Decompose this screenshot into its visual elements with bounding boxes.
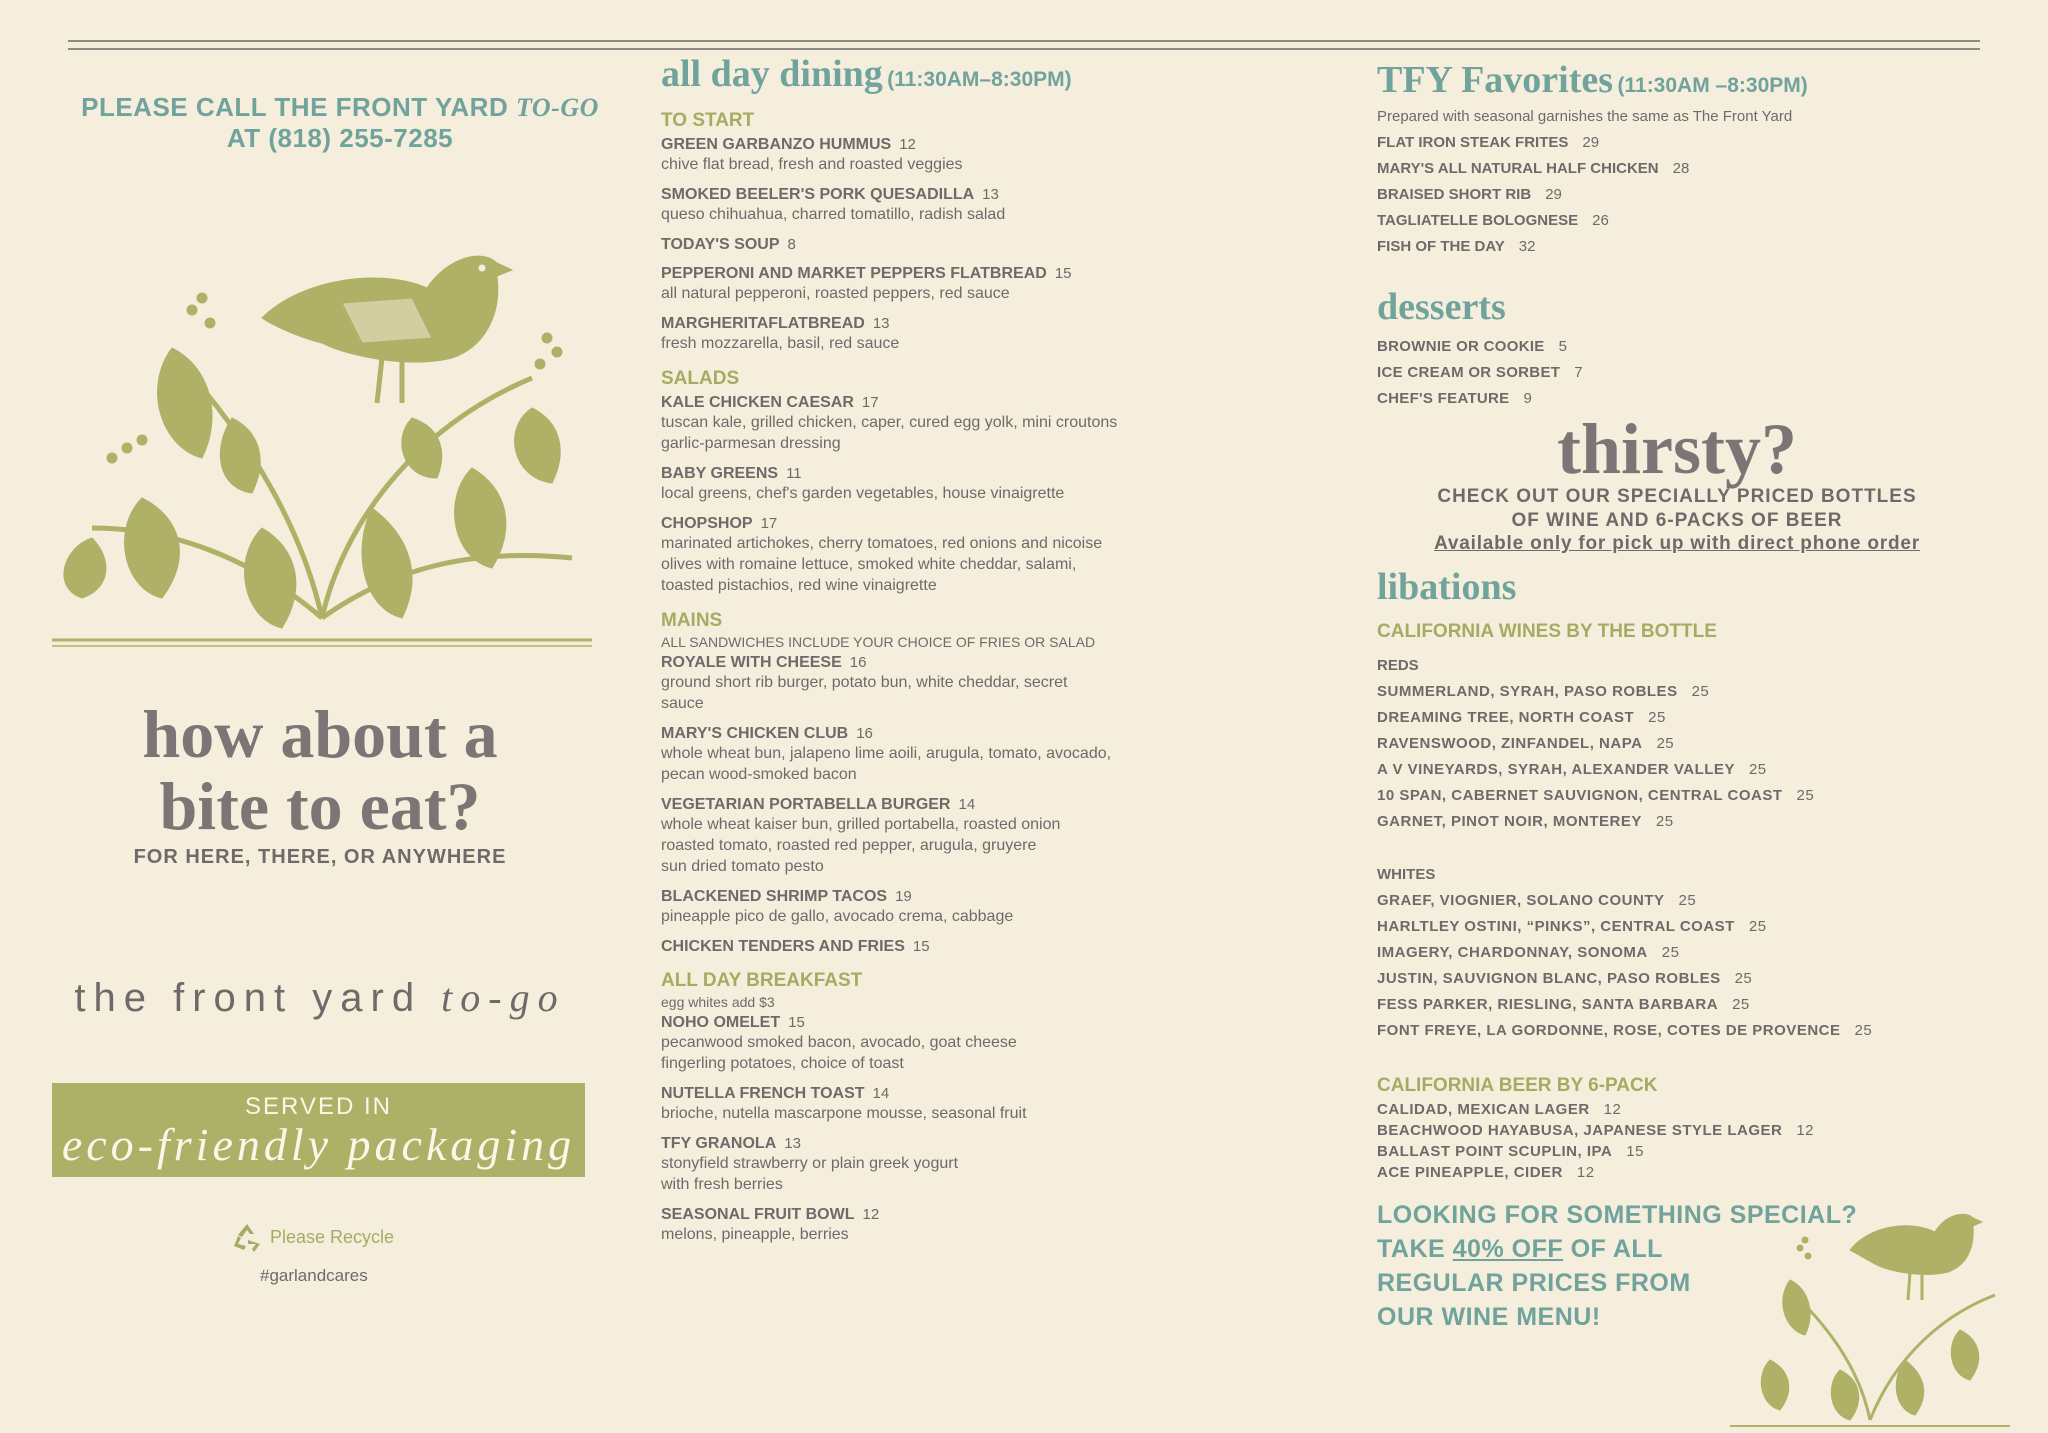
special-discount: 40% OFF [1452, 1235, 1564, 1263]
dessert-item [1377, 338, 2017, 355]
whites-list [1377, 892, 2017, 1039]
special-line2-c: OF ALL [1563, 1235, 1663, 1263]
menu-item [661, 796, 1181, 877]
menu-item-price: 12 [899, 136, 916, 153]
menu-item [661, 888, 1181, 927]
all-day-dining-column [661, 52, 1181, 1245]
red-wine-item [1377, 813, 2017, 830]
menu-item-description: marinated artichokes, cherry tomatoes, red onions and nicoise [661, 535, 1103, 552]
menu-item-description: pecan wood-smoked bacon [661, 766, 857, 783]
recycle-label: Please Recycle [270, 1226, 395, 1247]
menu-item-name: CHICKEN TENDERS AND FRIES [661, 938, 905, 955]
section-heading: MAINS [661, 610, 723, 631]
thirsty-line2: OF WINE AND 6-PACKS OF BEER [1511, 510, 1843, 531]
menu-item-header [661, 654, 1181, 672]
white-wine-item [1377, 918, 2017, 935]
menu-item-price: 11 [786, 465, 802, 482]
dessert-item [1377, 390, 2017, 407]
menu-item-header [661, 465, 1181, 483]
menu-item-header [661, 315, 1181, 333]
beer-item-price: 12 [1603, 1101, 1622, 1118]
wines-heading: CALIFORNIA WINES BY THE BOTTLE [1377, 621, 1717, 642]
menu-item [661, 1014, 1181, 1074]
beer-item [1377, 1101, 2017, 1118]
headline-line2: bite to eat? [159, 768, 481, 844]
red-wine-item-name: RAVENSWOOD, ZINFANDEL, NAPA [1377, 735, 1643, 752]
call-line1-italic: TO-GO [515, 93, 599, 122]
red-wine-item-price: 25 [1691, 683, 1710, 700]
menu-item-price: 12 [862, 1206, 880, 1223]
menu-item-description: whole wheat kaiser bun, grilled portabella, roasted onion [661, 816, 1061, 833]
section-heading: SALADS [661, 368, 740, 389]
dessert-item-price: 7 [1574, 364, 1583, 381]
menu-item-description: local greens, chef's garden vegetables, house vinaigrette [661, 485, 1065, 502]
brand-wordmark [40, 974, 600, 1021]
menu-item-name: TODAY'S SOUP [661, 236, 780, 253]
favorite-item [1377, 134, 2017, 151]
menu-item-price: 16 [849, 654, 867, 671]
phone-number: AT (818) 255-7285 [226, 123, 454, 153]
menu-item-price: 16 [856, 725, 873, 742]
white-wine-item-name: IMAGERY, CHARDONNAY, SONOMA [1377, 944, 1648, 961]
beer-item-name: BEACHWOOD HAYABUSA, JAPANESE STYLE LAGER [1377, 1122, 1783, 1139]
menu-sections [661, 110, 1181, 1245]
favorite-item-price: 32 [1518, 238, 1536, 255]
dessert-item-name: CHEF'S FEATURE [1377, 390, 1510, 407]
menu-item [661, 265, 1181, 304]
menu-item-header [661, 186, 1181, 204]
beer-item [1377, 1164, 2017, 1181]
white-wine-item-price: 25 [1732, 996, 1750, 1013]
libations-title: libations [1377, 566, 1517, 608]
menu-item-name: PEPPERONI AND MARKET PEPPERS FLATBREAD [661, 265, 1047, 282]
section-heading: ALL DAY BREAKFAST [661, 970, 863, 991]
menu-item-name: MARY'S CHICKEN CLUB [661, 725, 849, 742]
menu-item-description: stonyfield strawberry or plain greek yogurt [661, 1155, 959, 1172]
headline [60, 698, 580, 842]
menu-item-name: ROYALE WITH CHEESE [661, 654, 842, 671]
menu-item-price: 13 [784, 1135, 801, 1152]
menu-item-description: fresh mozzarella, basil, red sauce [661, 335, 900, 352]
menu-item-description: tuscan kale, grilled chicken, caper, cured egg yolk, mini croutons [661, 414, 1118, 431]
menu-item-name: BABY GREENS [661, 465, 779, 482]
favorite-item [1377, 186, 2017, 203]
menu-item [661, 1206, 1181, 1245]
red-wine-item-name: SUMMERLAND, SYRAH, PASO ROBLES [1377, 683, 1678, 700]
menu-item-description: brioche, nutella mascarpone mousse, seasonal fruit [661, 1105, 1027, 1122]
bird-floral-illustration-small [1730, 1200, 2010, 1432]
special-line1: LOOKING FOR SOMETHING SPECIAL? [1377, 1201, 1858, 1229]
beer-item-price: 15 [1626, 1143, 1644, 1160]
favorites-title: TFY Favorites [1377, 59, 1614, 101]
menu-item-name: KALE CHICKEN CAESAR [661, 394, 854, 411]
red-wine-item [1377, 709, 2017, 726]
red-wine-item-price: 25 [1648, 709, 1666, 726]
dessert-item [1377, 364, 2017, 381]
beer-item-name: CALIDAD, MEXICAN LAGER [1377, 1101, 1590, 1118]
recycle-icon [230, 1222, 264, 1254]
red-wine-item-price: 25 [1748, 761, 1767, 778]
menu-item-price: 15 [912, 938, 930, 955]
menu-item [661, 1135, 1181, 1195]
white-wine-item-price: 25 [1661, 944, 1680, 961]
all-day-header [661, 52, 1181, 96]
dessert-item-name: BROWNIE OR COOKIE [1377, 338, 1545, 355]
reds-list [1377, 683, 2017, 830]
menu-item [661, 465, 1181, 504]
favorites-hours: (11:30AM –8:30PM) [1617, 74, 1808, 97]
white-wine-item [1377, 1022, 2017, 1039]
menu-item-header [661, 796, 1181, 814]
menu-item-description: all natural pepperoni, roasted peppers, red sauce [661, 285, 1010, 302]
white-wine-item-price: 25 [1734, 970, 1753, 987]
eco-line1: SERVED IN [245, 1093, 392, 1120]
menu-item-price: 15 [788, 1014, 805, 1031]
beer-heading: CALIFORNIA BEER BY 6-PACK [1377, 1075, 1658, 1096]
headline-line1: how about a [142, 696, 498, 772]
menu-item-price: 17 [760, 515, 778, 532]
dessert-item-price: 5 [1558, 338, 1568, 355]
call-line1: PLEASE CALL THE FRONT YARD [81, 92, 516, 122]
white-wine-item-name: JUSTIN, SAUVIGNON BLANC, PASO ROBLES [1377, 970, 1721, 987]
desserts-title: desserts [1377, 286, 1506, 328]
beer-item-name: BALLAST POINT SCUPLIN, IPA [1377, 1143, 1613, 1160]
beer-item [1377, 1122, 2017, 1139]
menu-item [661, 654, 1181, 714]
special-line4: OUR WINE MENU! [1377, 1303, 1601, 1331]
white-wine-item-name: GRAEF, VIOGNIER, SOLANO COUNTY [1377, 892, 1665, 909]
favorite-item-name: BRAISED SHORT RIB [1377, 186, 1532, 203]
favorites-list [1377, 134, 2017, 255]
menu-item-name: MARGHERITAFLATBREAD [661, 315, 865, 332]
menu-item-header [661, 236, 1181, 254]
menu-item-description: garlic-parmesan dressing [661, 435, 841, 452]
menu-item-name: NOHO OMELET [661, 1014, 781, 1031]
red-wine-item-price: 25 [1796, 787, 1815, 804]
white-wine-item [1377, 970, 2017, 987]
favorite-item [1377, 160, 2017, 177]
reds-label: REDS [1377, 657, 1419, 674]
menu-item-header [661, 888, 1181, 906]
dessert-item-price: 9 [1523, 390, 1533, 407]
all-day-title: all day dining [661, 53, 883, 95]
recycle-note [230, 1222, 430, 1254]
menu-item-name: TFY GRANOLA [661, 1135, 777, 1152]
desserts-list [1377, 338, 2017, 407]
menu-item [661, 186, 1181, 225]
menu-item [661, 938, 1181, 956]
menu-item-description: olives with romaine lettuce, smoked white cheddar, salami, [661, 556, 1077, 573]
menu-item [661, 136, 1181, 175]
beer-item-price: 12 [1796, 1122, 1815, 1139]
menu-item-name: CHOPSHOP [661, 515, 753, 532]
menu-item-description: roasted tomato, roasted red pepper, arugula, gruyere [661, 837, 1037, 854]
white-wine-item-name: HARLTLEY OSTINI, “PINKS”, CENTRAL COAST [1377, 918, 1735, 935]
menu-item-name: SMOKED BEELER'S PORK QUESADILLA [661, 186, 975, 203]
white-wine-item-price: 25 [1678, 892, 1697, 909]
thirsty-line1: CHECK OUT OUR SPECIALLY PRICED BOTTLES [1437, 486, 1917, 507]
menu-item-name: SEASONAL FRUIT BOWL [661, 1206, 855, 1223]
favorite-item-name: MARY'S ALL NATURAL HALF CHICKEN [1377, 160, 1659, 177]
favorite-item [1377, 212, 2017, 229]
menu-item-price: 13 [982, 186, 999, 203]
beer-list [1377, 1101, 2017, 1181]
white-wine-item [1377, 996, 2017, 1013]
menu-item-price: 19 [895, 888, 912, 905]
red-wine-item [1377, 761, 2017, 778]
brand-italic: to-go [441, 975, 566, 1020]
menu-item-header [661, 1206, 1181, 1224]
eco-packaging-banner [52, 1083, 585, 1177]
red-wine-item-name: DREAMING TREE, NORTH COAST [1377, 709, 1635, 726]
red-wine-item [1377, 787, 2017, 804]
menu-item-header [661, 394, 1181, 412]
favorite-item-price: 28 [1672, 160, 1690, 177]
menu-item-name: BLACKENED SHRIMP TACOS [661, 888, 888, 905]
favorite-item-price: 29 [1582, 134, 1600, 151]
menu-item-price: 13 [872, 315, 890, 332]
section-note: egg whites add $3 [661, 994, 775, 1010]
menu-item-header [661, 515, 1181, 533]
menu-item-header [661, 136, 1181, 154]
bird-floral-illustration [52, 228, 592, 648]
menu-item [661, 394, 1181, 454]
top-rule [68, 40, 1980, 50]
menu-item-description: melons, pineapple, berries [661, 1226, 849, 1243]
thirsty-availability: Available only for pick up with direct phone order [1434, 533, 1920, 554]
favorite-item-price: 29 [1545, 186, 1562, 203]
menu-item-description: queso chihuahua, charred tomatillo, radish salad [661, 206, 1006, 223]
menu-item-name: GREEN GARBANZO HUMMUS [661, 136, 892, 153]
favorite-item [1377, 238, 2017, 255]
dessert-item-name: ICE CREAM OR SORBET [1377, 364, 1561, 381]
red-wine-item [1377, 735, 2017, 752]
red-wine-item [1377, 683, 2017, 700]
menu-item-description: with fresh berries [661, 1176, 783, 1193]
menu-item-price: 14 [872, 1085, 890, 1102]
menu-item-header [661, 1014, 1181, 1032]
favorite-item-name: TAGLIATELLE BOLOGNESE [1377, 212, 1579, 229]
red-wine-item-name: A V VINEYARDS, SYRAH, ALEXANDER VALLEY [1377, 761, 1735, 778]
menu-item-description: fingerling potatoes, choice of toast [661, 1055, 904, 1072]
menu-item-header [661, 938, 1181, 956]
right-column [1377, 58, 2017, 1181]
menu-item-name: NUTELLA FRENCH TOAST [661, 1085, 865, 1102]
menu-item-description: toasted pistachios, red wine vinaigrette [661, 577, 937, 594]
special-line3: REGULAR PRICES FROM [1377, 1269, 1691, 1297]
menu-item-price: 14 [958, 796, 976, 813]
section-note: ALL SANDWICHES INCLUDE YOUR CHOICE OF FRIES OR SALAD [661, 634, 1096, 650]
menu-item-header [661, 1085, 1181, 1103]
beer-item [1377, 1143, 2017, 1160]
beer-item-price: 12 [1576, 1164, 1595, 1181]
red-wine-item-name: 10 SPAN, CABERNET SAUVIGNON, CENTRAL COAST [1377, 787, 1783, 804]
whites-label: WHITES [1377, 866, 1436, 883]
hashtag: #garlandcares [260, 1266, 368, 1285]
white-wine-item-name: FONT FREYE, LA GORDONNE, ROSE, COTES DE PROVENCE [1377, 1022, 1841, 1039]
menu-item-header [661, 265, 1181, 283]
thirsty-title: thirsty? [1557, 409, 1797, 489]
menu-item-description: sun dried tomato pesto [661, 858, 824, 875]
menu-item [661, 515, 1181, 596]
menu-item [661, 236, 1181, 254]
menu-item-header [661, 725, 1181, 743]
menu-item-description: sauce [661, 695, 704, 712]
favorite-item-name: FLAT IRON STEAK FRITES [1377, 134, 1569, 151]
menu-item-description: chive flat bread, fresh and roasted veggies [661, 156, 963, 173]
white-wine-item-name: FESS PARKER, RIESLING, SANTA BARBARA [1377, 996, 1719, 1013]
menu-item-description: pecanwood smoked bacon, avocado, goat cheese [661, 1034, 1017, 1051]
white-wine-item-price: 25 [1854, 1022, 1873, 1039]
eco-line2: eco-friendly packaging [61, 1119, 576, 1170]
red-wine-item-price: 25 [1656, 735, 1675, 752]
menu-item-description: whole wheat bun, jalapeno lime aoili, arugula, tomato, avocado, [661, 745, 1112, 762]
menu-item [661, 1085, 1181, 1124]
all-day-hours: (11:30AM–8:30PM) [887, 68, 1072, 91]
section-heading: TO START [661, 110, 755, 131]
beer-item-name: ACE PINEAPPLE, CIDER [1377, 1164, 1563, 1181]
favorites-note: Prepared with seasonal garnishes the same as The Front Yard [1377, 108, 1793, 125]
white-wine-item [1377, 892, 2017, 909]
red-wine-item-name: GARNET, PINOT NOIR, MONTEREY [1377, 813, 1642, 830]
menu-item-price: 17 [861, 394, 879, 411]
menu-item-price: 15 [1054, 265, 1072, 282]
brand-plain: the front yard [74, 976, 442, 1020]
menu-item-name: VEGETARIAN PORTABELLA BURGER [661, 796, 951, 813]
white-wine-item-price: 25 [1748, 918, 1767, 935]
favorite-item-price: 26 [1592, 212, 1609, 229]
favorites-header [1377, 58, 2017, 102]
white-wine-item [1377, 944, 2017, 961]
favorite-item-name: FISH OF THE DAY [1377, 238, 1505, 255]
menu-item-price: 8 [787, 236, 796, 253]
menu-item [661, 315, 1181, 354]
menu-item [661, 725, 1181, 785]
red-wine-item-price: 25 [1655, 813, 1674, 830]
subheadline: FOR HERE, THERE, OR ANYWHERE [133, 846, 507, 868]
menu-item-description: pineapple pico de gallo, avocado crema, cabbage [661, 908, 1014, 925]
special-line2-a: TAKE [1377, 1235, 1453, 1263]
menu-item-description: ground short rib burger, potato bun, white cheddar, secret [661, 674, 1068, 691]
menu-item-header [661, 1135, 1181, 1153]
call-to-order [80, 92, 600, 153]
